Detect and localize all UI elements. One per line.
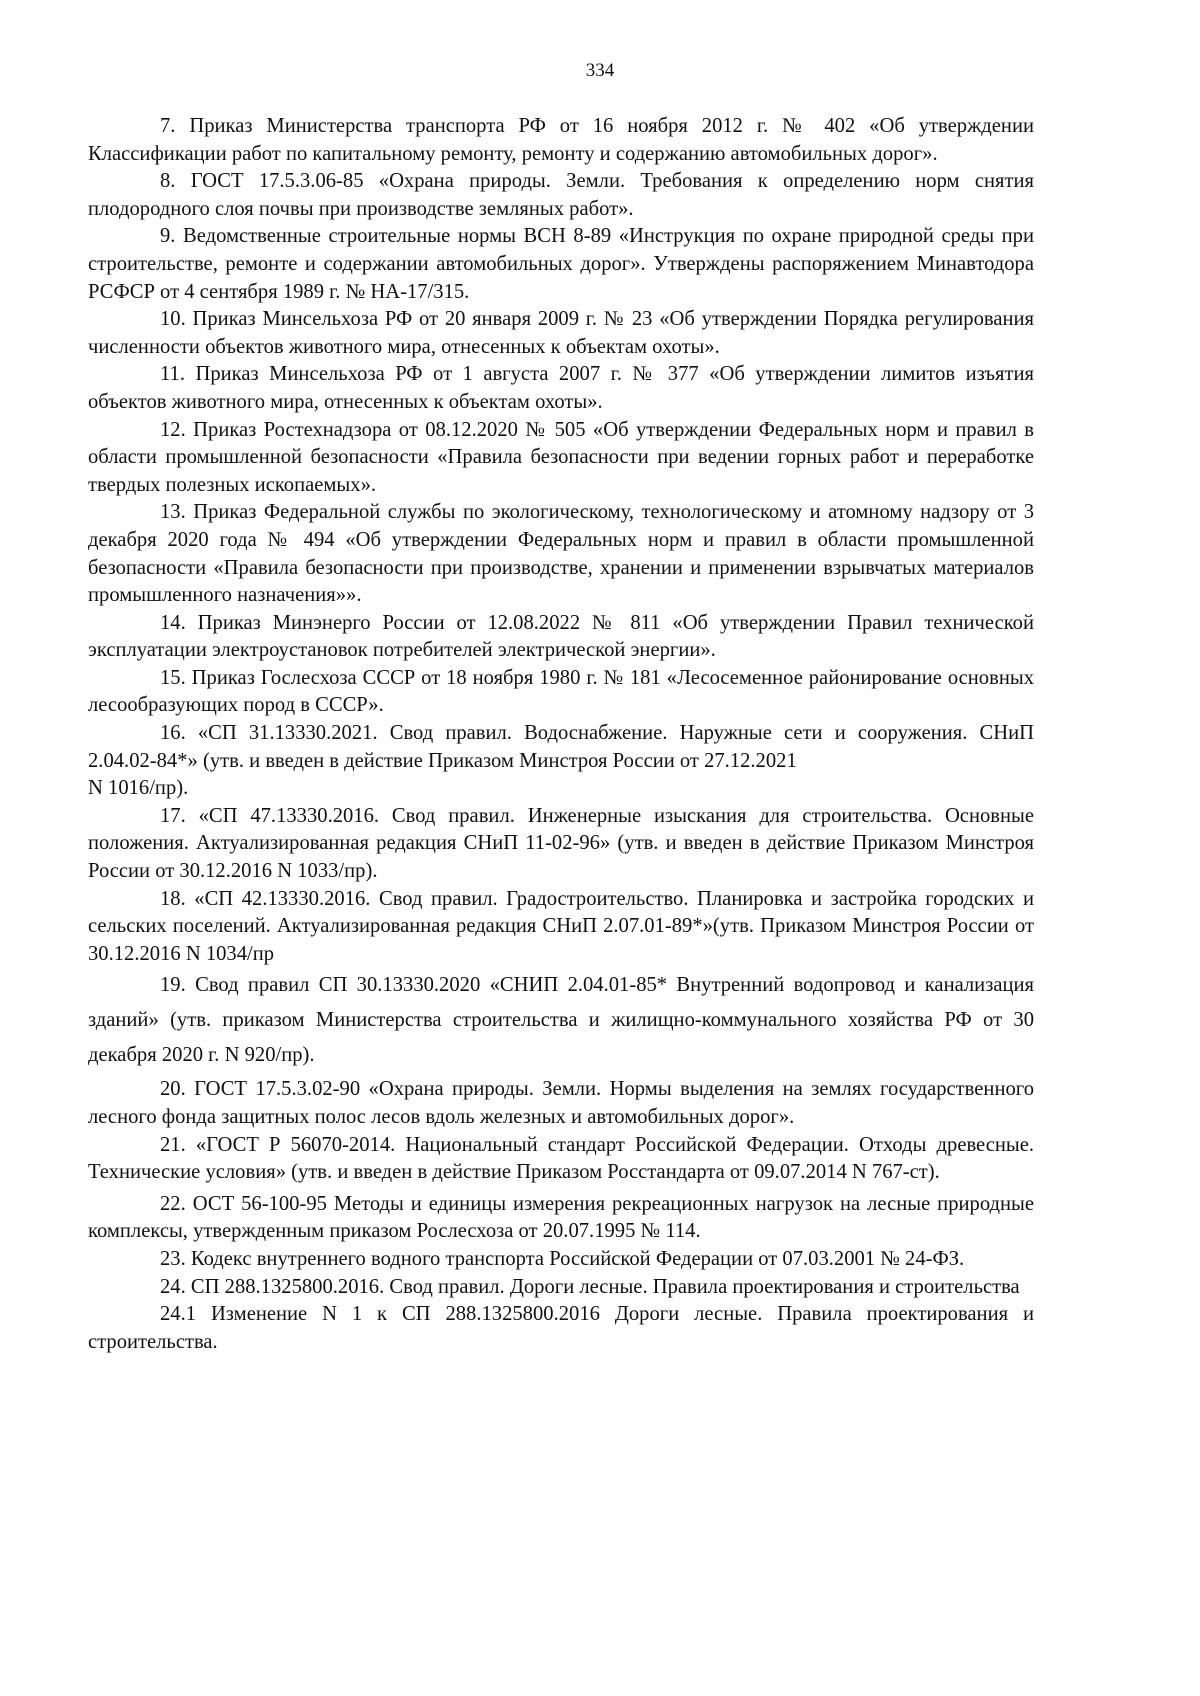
list-item-24: 24. СП 288.1325800.2016. Свод правил. Дороги лесные. Правила проектирования и строительства <box>160 1275 1020 1298</box>
list-item-20: 20. ГОСТ 17.5.3.02-90 «Охрана природы. Земли. Нормы выделения на землях государственного лесного фонда защитных полос лесов вдоль железных и автомобильных дорог». <box>88 1078 1034 1128</box>
list-item-8: 8. ГОСТ 17.5.3.06-85 «Охрана природы. Земли. Требования к определению норм снятия плодородного слоя почвы при производстве земляных работ». <box>88 170 1034 220</box>
document-body <box>88 113 1034 1356</box>
list-item-16: 16. «СП 31.13330.2021. Свод правил. Водоснабжение. Наружные сети и сооружения. СНиП 2.04.02-84*» (утв. и введен в действие Приказом Минстроя России от 27.12.2021 <box>88 722 1034 772</box>
list-item-18: 18. «СП 42.13330.2016. Свод правил. Градостроительство. Планировка и застройка городских и сельских поселений. Актуализированная редакция СНиП 2.07.01-89*»(утв. Приказом Минстроя России от 30.12.2016 N 1034/пр <box>88 887 1034 965</box>
list-item-14: 14. Приказ Минэнерго России от 12.08.2022 № 811 «Об утверждении Правил технической эксплуатации электроустановок потребителей электрической энергии». <box>88 611 1034 662</box>
list-item-9: 9. Ведомственные строительные нормы ВСН 8-89 «Инструкция по охране природной среды при строительстве, ремонте и содержании автомобильных дорог». Утверждены распоряжением Минавтодора РСФСР от 4 сентября 1989 г. № НА-17/315. <box>88 225 1034 303</box>
list-item-24-1: 24.1 Изменение N 1 к СП 288.1325800.2016 Дороги лесные. Правила проектирования и строительства. <box>88 1303 1034 1353</box>
list-item-12: 12. Приказ Ростехнадзора от 08.12.2020 № 505 «Об утверждении Федеральных норм и правил в области промышленной безопасности «Правила безопасности при ведении горных работ и переработке твердых полезных ископаемых». <box>88 418 1034 496</box>
list-item-19: 19. Свод правил СП 30.13330.2020 «СНИП 2.04.01-85* Внутренний водопровод и канализация зданий» (утв. приказом Министерства строительства и жилищно-коммунального хозяйства РФ от 30 декабря 2020 г. N 920/пр). <box>88 974 1034 1067</box>
list-item-7: 7. Приказ Министерства транспорта РФ от 16 ноября 2012 г. № 402 «Об утверждении Классификации работ по капитальному ремонту, ремонту и содержанию автомобильных дорог». <box>88 115 1034 165</box>
page-number: 334 <box>585 60 615 81</box>
list-item-13: 13. Приказ Федеральной службы по экологическому, технологическому и атомному надзору от 3 декабря 2020 года № 494 «Об утверждении Федеральных норм и правил в области промышленной безопасности «Правила безопасности при производстве, хранении и применении взрывчатых материалов промышленного назначения»». <box>88 501 1034 607</box>
list-item-17: 17. «СП 47.13330.2016. Свод правил. Инженерные изыскания для строительства. Основные положения. Актуализированная редакция СНиП 11-02-96» (утв. и введен в действие Приказом Минстроя России от 30.12.2016 N 1033/пр). <box>88 804 1034 883</box>
list-item-15: 15. Приказ Гослесхоза СССР от 18 ноября 1980 г. № 181 «Лесосеменное районирование основных лесообразующих пород в СССР». <box>88 666 1034 717</box>
list-item-11: 11. Приказ Минсельхоза РФ от 1 августа 2007 г. № 377 «Об утверждении лимитов изъятия объектов животного мира, отнесенных к объектам охоты». <box>88 363 1034 413</box>
list-item-23: 23. Кодекс внутреннего водного транспорта Российской Федерации от 07.03.2001 № 24-ФЗ. <box>160 1247 965 1270</box>
list-item-16-continuation: N 1016/пр). <box>88 777 189 800</box>
list-item-22: 22. ОСТ 56-100-95 Методы и единицы измерения рекреационных нагрузок на лесные природные комплексы, утвержденным приказом Рослесхоза от 20.07.1995 № 114. <box>88 1192 1034 1243</box>
list-item-10: 10. Приказ Минсельхоза РФ от 20 января 2009 г. № 23 «Об утверждении Порядка регулирования численности объектов животного мира, отнесенных к объектам охоты». <box>88 308 1034 358</box>
list-item-21: 21. «ГОСТ Р 56070-2014. Национальный стандарт Российской Федерации. Отходы древесные. Технические условия» (утв. и введен в действие Приказом Росстандарта от 09.07.2014 N 767-ст). <box>88 1133 1034 1184</box>
